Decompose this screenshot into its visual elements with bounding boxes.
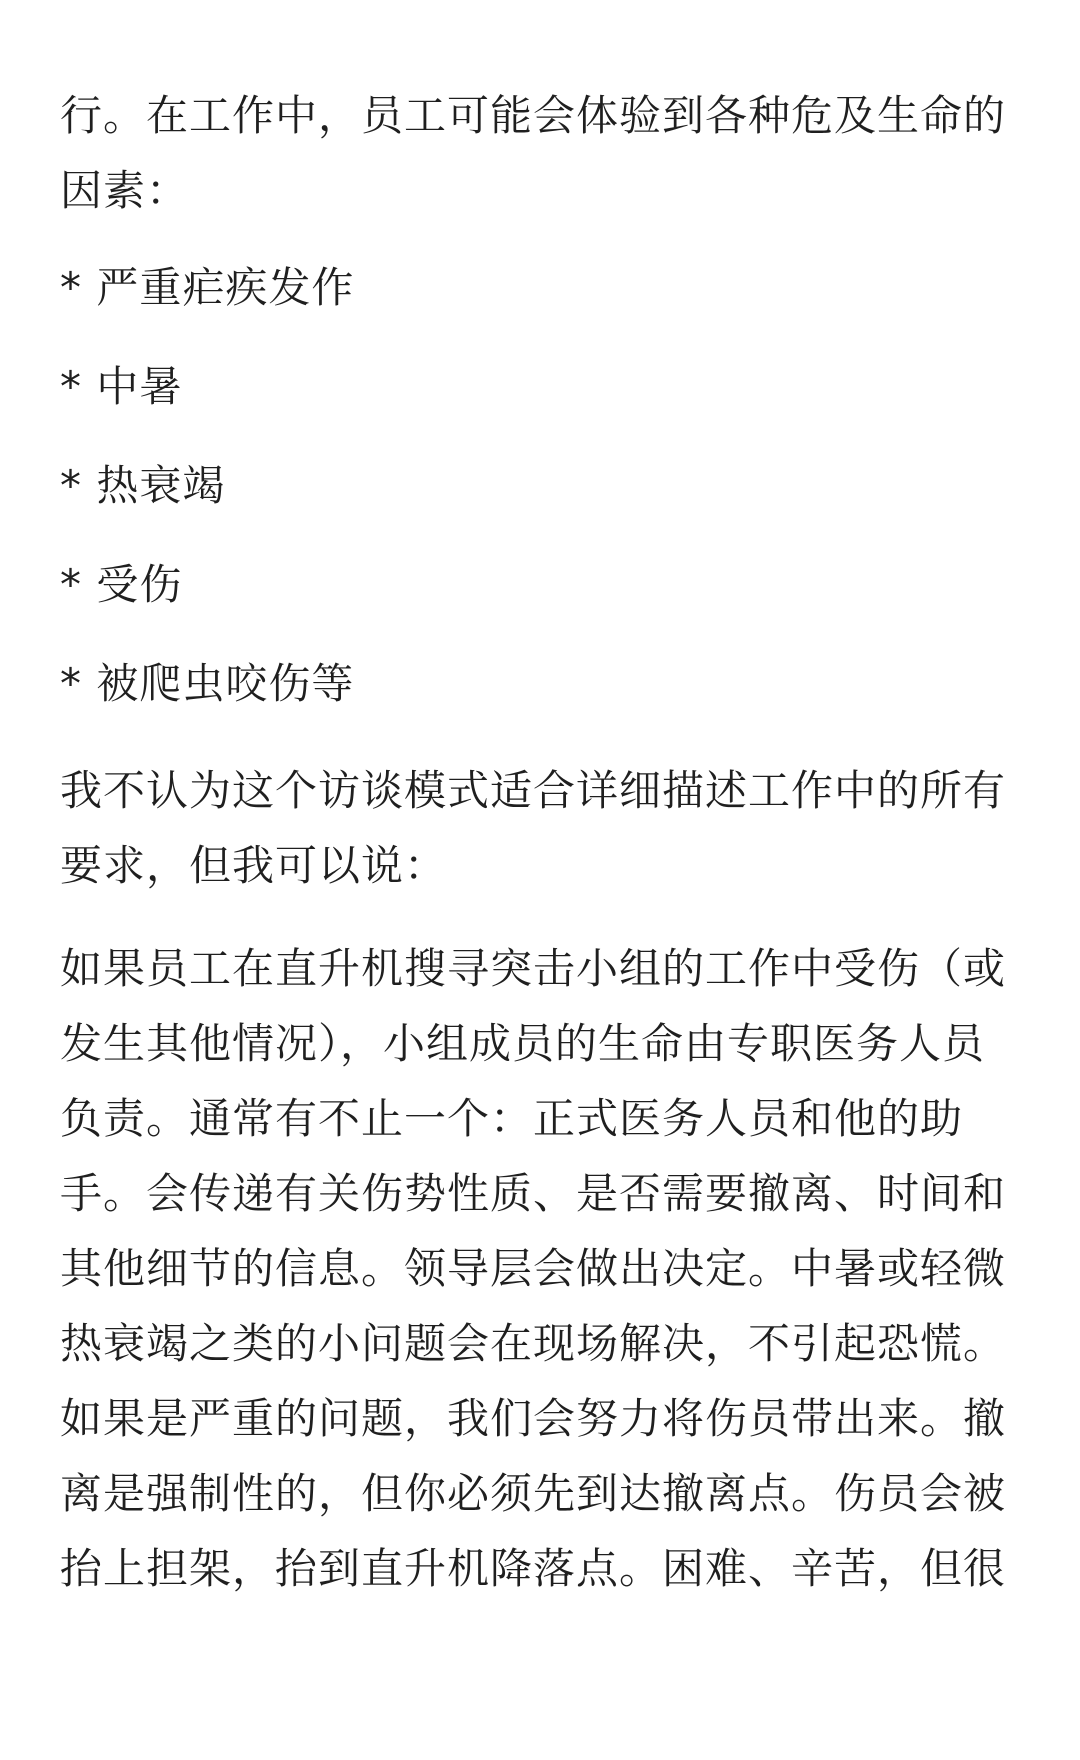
requirements-paragraph: 我不认为这个访谈模式适合详细描述工作中的所有要求，但我可以说： (60, 766, 1007, 890)
list-item: * 被爬虫咬伤等 (60, 659, 355, 708)
risk-factor-list (60, 250, 1020, 721)
list-item: * 热衰竭 (60, 461, 226, 510)
evacuation-paragraph: 如果员工在直升机搜寻突击小组的工作中受伤（或发生其他情况），小组成员的生命由专职医务人员负责。通常有不止一个：正式医务人员和他的助手。会传递有关伤势性质、是否需要撤离、时间和其他细节的信息。领导层会做出决定。中暑或轻微热衰竭之类的小问题会在现场解决，不引起恐慌。如果是严重的问题，我们会努力将伤员带出来。撤离是强制性的，但你必须先到达撤离点。伤员会被抬上担架，抬到直升机降落点。困难、辛苦，但很 (60, 944, 1007, 1593)
intro-paragraph: 行。在工作中，员工可能会体验到各种危及生命的因素： (60, 91, 1007, 215)
list-item: * 严重疟疾发作 (60, 263, 355, 312)
list-item: * 受伤 (60, 560, 183, 609)
list-item: * 中暑 (60, 362, 183, 411)
